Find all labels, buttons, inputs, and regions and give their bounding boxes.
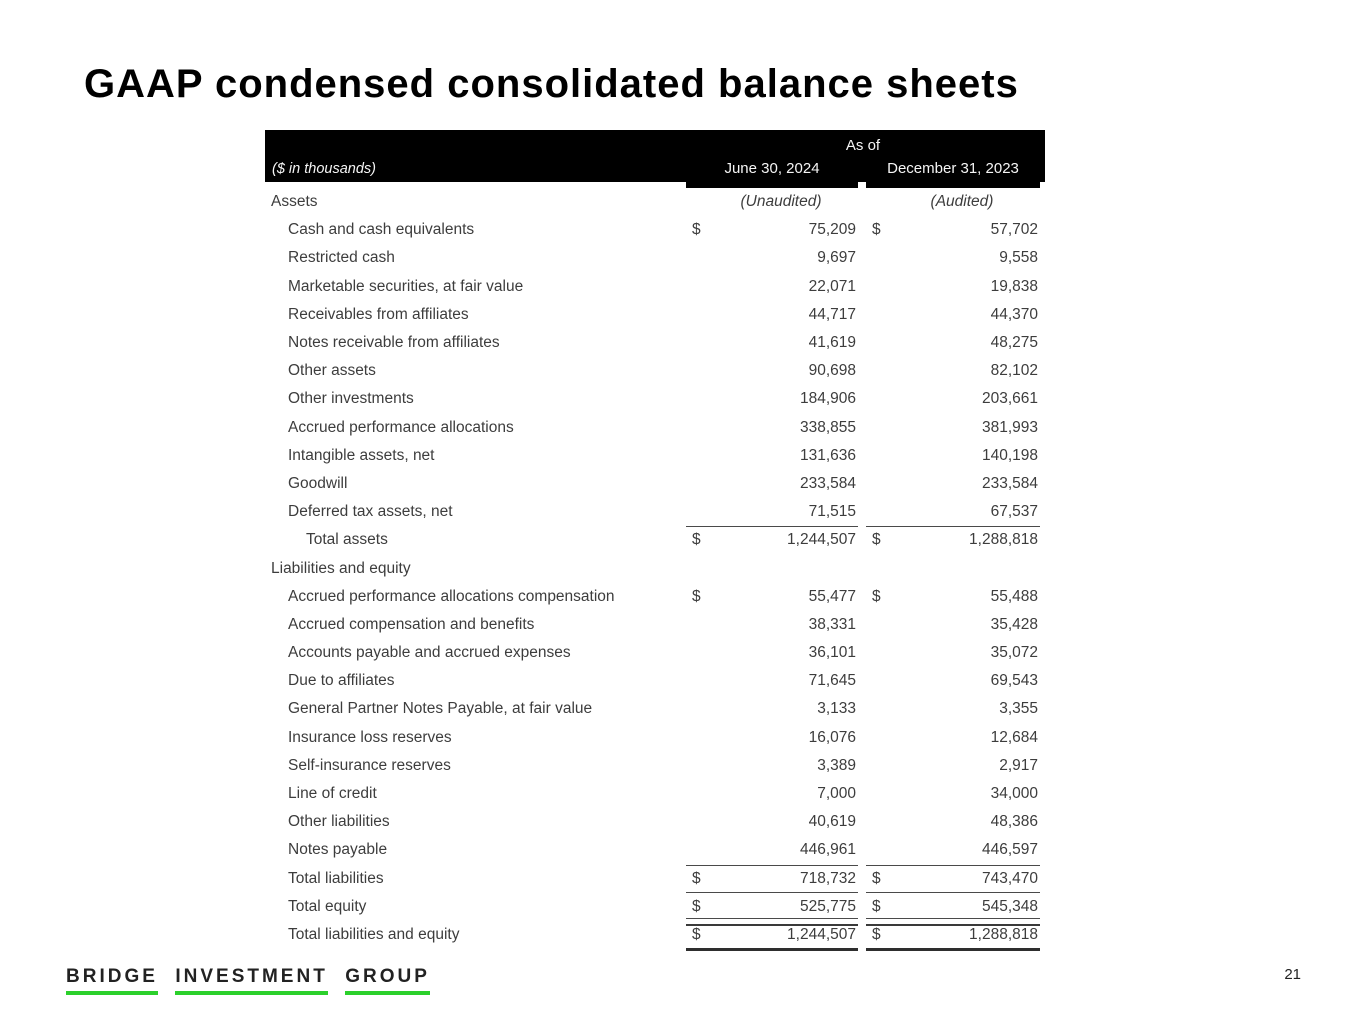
row-values bbox=[686, 893, 1040, 921]
row-values bbox=[686, 752, 1040, 780]
value-cell bbox=[866, 695, 1040, 723]
cell-value: 34,000 bbox=[990, 785, 1038, 803]
cell-value: 44,717 bbox=[808, 305, 856, 323]
currency-symbol: $ bbox=[872, 587, 881, 605]
cell-value: 1,288,818 bbox=[969, 531, 1038, 549]
value-cell bbox=[686, 273, 858, 301]
as-of-label: As of bbox=[845, 137, 881, 154]
cell-value: 38,331 bbox=[808, 615, 856, 633]
table-row bbox=[265, 695, 1045, 723]
row-label: Line of credit bbox=[288, 785, 377, 803]
row-label: Total assets bbox=[306, 531, 388, 549]
table-row bbox=[265, 921, 1045, 949]
value-cell bbox=[686, 554, 858, 582]
row-label: Total equity bbox=[288, 897, 367, 915]
row-label: Total liabilities bbox=[288, 869, 384, 887]
value-cell bbox=[686, 639, 858, 667]
value-cell bbox=[686, 583, 858, 611]
table-row bbox=[265, 667, 1045, 695]
value-cell bbox=[866, 865, 1040, 893]
row-values bbox=[686, 865, 1040, 893]
value-cell bbox=[866, 414, 1040, 442]
value-cell bbox=[686, 865, 858, 893]
row-values bbox=[686, 554, 1040, 582]
brand-logo bbox=[66, 966, 443, 995]
value-cell bbox=[866, 216, 1040, 244]
cell-value: 525,775 bbox=[799, 897, 856, 915]
row-label: Notes payable bbox=[288, 841, 388, 859]
cell-value: 1,244,507 bbox=[787, 531, 856, 549]
row-values bbox=[686, 329, 1040, 357]
row-label: Assets bbox=[271, 193, 318, 211]
value-cell bbox=[866, 357, 1040, 385]
row-label: Restricted cash bbox=[288, 249, 395, 267]
cell-value: 203,661 bbox=[981, 390, 1038, 408]
cell-value: 12,684 bbox=[990, 728, 1038, 746]
value-cell bbox=[686, 442, 858, 470]
row-values bbox=[686, 357, 1040, 385]
cell-value: 9,697 bbox=[817, 249, 856, 267]
cell-value: 16,076 bbox=[808, 728, 856, 746]
value-cell bbox=[866, 583, 1040, 611]
cell-value: (Audited) bbox=[930, 193, 994, 211]
table-row bbox=[265, 357, 1045, 385]
row-label: Total liabilities and equity bbox=[288, 925, 460, 943]
value-cell bbox=[866, 526, 1040, 554]
value-cell bbox=[866, 329, 1040, 357]
row-label: Accrued performance allocations bbox=[288, 418, 514, 436]
cell-value: 9,558 bbox=[999, 249, 1038, 267]
currency-symbol: $ bbox=[692, 531, 701, 549]
row-label: Cash and cash equivalents bbox=[288, 221, 475, 239]
currency-symbol: $ bbox=[872, 221, 881, 239]
cell-value: 3,355 bbox=[999, 700, 1038, 718]
value-cell bbox=[686, 724, 858, 752]
table-row bbox=[265, 554, 1045, 582]
row-values bbox=[686, 695, 1040, 723]
table-row bbox=[265, 273, 1045, 301]
row-values bbox=[686, 583, 1040, 611]
row-values bbox=[686, 414, 1040, 442]
units-label: ($ in thousands) bbox=[272, 161, 376, 177]
table-row bbox=[265, 385, 1045, 413]
value-cell bbox=[686, 780, 858, 808]
row-label: Due to affiliates bbox=[288, 672, 395, 690]
row-label: Accounts payable and accrued expenses bbox=[288, 644, 571, 662]
table-row bbox=[265, 752, 1045, 780]
value-cell bbox=[866, 385, 1040, 413]
currency-symbol: $ bbox=[692, 869, 701, 887]
cell-value: 71,645 bbox=[808, 672, 856, 690]
cell-value: 7,000 bbox=[817, 785, 856, 803]
row-label: Receivables from affiliates bbox=[288, 305, 469, 323]
currency-symbol: $ bbox=[692, 925, 701, 943]
value-cell bbox=[686, 216, 858, 244]
cell-value: 36,101 bbox=[808, 644, 856, 662]
row-values bbox=[686, 667, 1040, 695]
cell-value: 718,732 bbox=[799, 869, 856, 887]
row-values bbox=[686, 273, 1040, 301]
table-row bbox=[265, 611, 1045, 639]
value-cell bbox=[866, 893, 1040, 921]
cell-value: 90,698 bbox=[808, 362, 856, 380]
value-cell bbox=[866, 301, 1040, 329]
row-label: Liabilities and equity bbox=[271, 559, 411, 577]
row-label: Other investments bbox=[288, 390, 414, 408]
table-row bbox=[265, 442, 1045, 470]
cell-value: 44,370 bbox=[990, 305, 1038, 323]
cell-value: 1,244,507 bbox=[787, 925, 856, 943]
logo-word-investment: INVESTMENT bbox=[175, 966, 327, 995]
row-label: Notes receivable from affiliates bbox=[288, 334, 500, 352]
value-cell bbox=[686, 611, 858, 639]
cell-value: 55,488 bbox=[990, 587, 1038, 605]
row-label: Marketable securities, at fair value bbox=[288, 277, 524, 295]
cell-value: 233,584 bbox=[981, 474, 1038, 492]
table-row bbox=[265, 639, 1045, 667]
row-label: Accrued compensation and benefits bbox=[288, 615, 535, 633]
row-values bbox=[686, 808, 1040, 836]
currency-symbol: $ bbox=[872, 869, 881, 887]
currency-symbol: $ bbox=[692, 221, 701, 239]
row-label: Other liabilities bbox=[288, 813, 390, 831]
cell-value: 55,477 bbox=[808, 587, 856, 605]
value-cell bbox=[866, 273, 1040, 301]
cell-value: 19,838 bbox=[990, 277, 1038, 295]
value-cell bbox=[866, 554, 1040, 582]
value-cell bbox=[686, 414, 858, 442]
row-values bbox=[686, 639, 1040, 667]
value-cell bbox=[686, 329, 858, 357]
cell-value: 446,961 bbox=[799, 841, 856, 859]
cell-value: 48,386 bbox=[990, 813, 1038, 831]
row-values bbox=[686, 470, 1040, 498]
currency-symbol: $ bbox=[872, 531, 881, 549]
currency-symbol: $ bbox=[872, 897, 881, 915]
table-row bbox=[265, 498, 1045, 526]
value-cell bbox=[686, 667, 858, 695]
value-cell bbox=[686, 470, 858, 498]
value-cell bbox=[866, 611, 1040, 639]
row-values bbox=[686, 780, 1040, 808]
value-cell bbox=[686, 893, 858, 921]
value-cell bbox=[866, 836, 1040, 864]
row-label: General Partner Notes Payable, at fair value bbox=[288, 700, 593, 718]
cell-value: 69,543 bbox=[990, 672, 1038, 690]
row-label: Goodwill bbox=[288, 474, 348, 492]
cell-value: 446,597 bbox=[981, 841, 1038, 859]
cell-value: 545,348 bbox=[981, 897, 1038, 915]
table-rows bbox=[265, 188, 1045, 949]
table-row bbox=[265, 724, 1045, 752]
row-values bbox=[686, 611, 1040, 639]
table-row bbox=[265, 301, 1045, 329]
currency-symbol: $ bbox=[692, 897, 701, 915]
table-header bbox=[265, 130, 1045, 182]
column-header-december-2023: December 31, 2023 bbox=[887, 160, 1019, 177]
row-values bbox=[686, 498, 1040, 526]
row-values bbox=[686, 301, 1040, 329]
row-label: Deferred tax assets, net bbox=[288, 503, 453, 521]
value-cell bbox=[686, 526, 858, 554]
page-number: 21 bbox=[1284, 966, 1301, 983]
value-cell bbox=[686, 357, 858, 385]
value-cell bbox=[866, 442, 1040, 470]
table-row bbox=[265, 414, 1045, 442]
cell-value: 743,470 bbox=[981, 869, 1038, 887]
cell-value: 75,209 bbox=[808, 221, 856, 239]
cell-value: 233,584 bbox=[799, 474, 856, 492]
row-label: Insurance loss reserves bbox=[288, 728, 452, 746]
value-cell bbox=[686, 244, 858, 272]
value-cell bbox=[866, 470, 1040, 498]
value-cell bbox=[686, 188, 858, 216]
logo-word-group: GROUP bbox=[345, 966, 430, 995]
cell-value: 2,917 bbox=[999, 756, 1038, 774]
value-cell bbox=[866, 188, 1040, 216]
table-row bbox=[265, 526, 1045, 554]
value-cell bbox=[686, 385, 858, 413]
cell-value: 35,072 bbox=[990, 644, 1038, 662]
cell-value: 381,993 bbox=[981, 418, 1038, 436]
row-label: Accrued performance allocations compensation bbox=[288, 587, 615, 605]
row-values bbox=[686, 244, 1040, 272]
value-cell bbox=[686, 808, 858, 836]
value-cell bbox=[866, 667, 1040, 695]
value-cell bbox=[866, 780, 1040, 808]
cell-value: 131,636 bbox=[799, 446, 856, 464]
value-cell bbox=[866, 724, 1040, 752]
cell-value: 41,619 bbox=[808, 334, 856, 352]
cell-value: 57,702 bbox=[990, 221, 1038, 239]
cell-value: 3,389 bbox=[817, 756, 856, 774]
cell-value: 22,071 bbox=[808, 277, 856, 295]
value-cell bbox=[686, 498, 858, 526]
row-label: Intangible assets, net bbox=[288, 446, 435, 464]
row-label: Self-insurance reserves bbox=[288, 756, 451, 774]
table-row bbox=[265, 188, 1045, 216]
table-row bbox=[265, 329, 1045, 357]
value-cell bbox=[866, 498, 1040, 526]
row-values bbox=[686, 188, 1040, 216]
cell-value: 67,537 bbox=[990, 503, 1038, 521]
value-cell bbox=[866, 244, 1040, 272]
row-values bbox=[686, 385, 1040, 413]
cell-value: 82,102 bbox=[990, 362, 1038, 380]
cell-value: 40,619 bbox=[808, 813, 856, 831]
row-values bbox=[686, 442, 1040, 470]
table-row bbox=[265, 893, 1045, 921]
currency-symbol: $ bbox=[872, 925, 881, 943]
currency-symbol: $ bbox=[692, 587, 701, 605]
row-values bbox=[686, 724, 1040, 752]
cell-value: 184,906 bbox=[799, 390, 856, 408]
row-values bbox=[686, 216, 1040, 244]
balance-sheet-table bbox=[265, 130, 1045, 943]
table-row bbox=[265, 216, 1045, 244]
page-title: GAAP condensed consolidated balance sheets bbox=[84, 62, 1019, 106]
value-cell bbox=[686, 695, 858, 723]
row-values bbox=[686, 836, 1040, 864]
row-label: Other assets bbox=[288, 362, 376, 380]
table-row bbox=[265, 808, 1045, 836]
value-cell bbox=[866, 639, 1040, 667]
table-row bbox=[265, 836, 1045, 864]
table-row bbox=[265, 780, 1045, 808]
value-cell bbox=[866, 921, 1040, 949]
table-row bbox=[265, 583, 1045, 611]
table-row bbox=[265, 865, 1045, 893]
row-values bbox=[686, 526, 1040, 554]
cell-value: (Unaudited) bbox=[740, 193, 822, 211]
table-row bbox=[265, 470, 1045, 498]
cell-value: 35,428 bbox=[990, 615, 1038, 633]
cell-value: 71,515 bbox=[808, 503, 856, 521]
value-cell bbox=[866, 752, 1040, 780]
column-header-june-2024: June 30, 2024 bbox=[724, 160, 820, 177]
value-cell bbox=[686, 301, 858, 329]
value-cell bbox=[686, 752, 858, 780]
cell-value: 48,275 bbox=[990, 334, 1038, 352]
value-cell bbox=[686, 836, 858, 864]
cell-value: 3,133 bbox=[817, 700, 856, 718]
value-cell bbox=[686, 921, 858, 949]
table-row bbox=[265, 244, 1045, 272]
cell-value: 140,198 bbox=[981, 446, 1038, 464]
row-values bbox=[686, 921, 1040, 949]
logo-word-bridge: BRIDGE bbox=[66, 966, 158, 995]
cell-value: 338,855 bbox=[799, 418, 856, 436]
cell-value: 1,288,818 bbox=[969, 925, 1038, 943]
value-cell bbox=[866, 808, 1040, 836]
